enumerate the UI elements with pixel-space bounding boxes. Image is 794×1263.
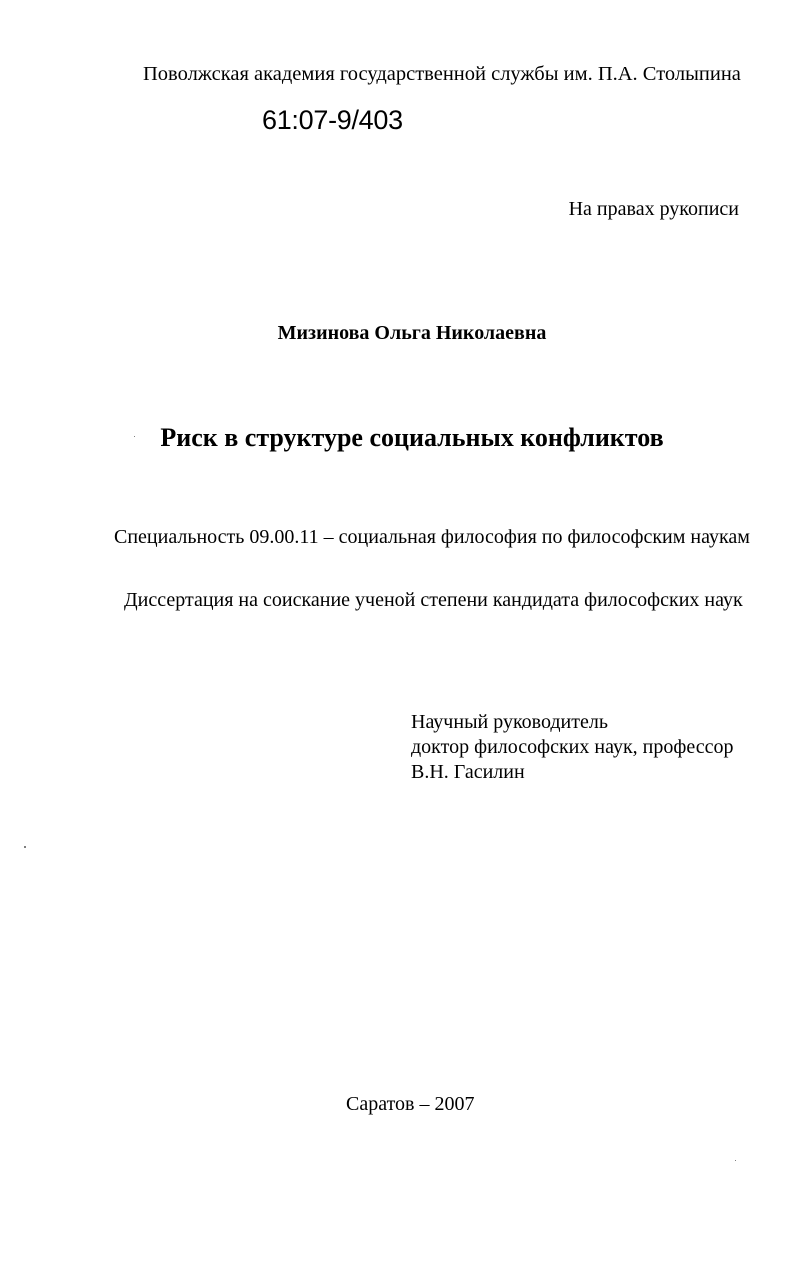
dissertation-title: Риск в структуре социальных конфликтов [160, 423, 664, 452]
advisor-block [411, 710, 733, 785]
scan-speck [24, 846, 26, 848]
scan-speck [735, 1160, 736, 1161]
advisor-role: Научный руководитель [411, 711, 608, 733]
advisor-name: В.Н. Гасилин [411, 761, 525, 783]
rights-note: На правах рукописи [568, 198, 739, 220]
library-stamp-code: 61:07-9/403 [262, 105, 403, 135]
degree-statement: Диссертация на соискание ученой степени кандидата философских наук [124, 589, 743, 611]
institution-name: Поволжская академия государственной службы им. П.А. Столыпина [143, 63, 741, 85]
place-and-year: Саратов – 2007 [346, 1093, 475, 1115]
specialty-line: Специальность 09.00.11 – социальная философия по философским наукам [114, 526, 750, 548]
author-name: Мизинова Ольга Николаевна [277, 322, 547, 344]
scan-speck [134, 436, 135, 437]
advisor-degree: доктор философских наук, профессор [411, 736, 734, 758]
